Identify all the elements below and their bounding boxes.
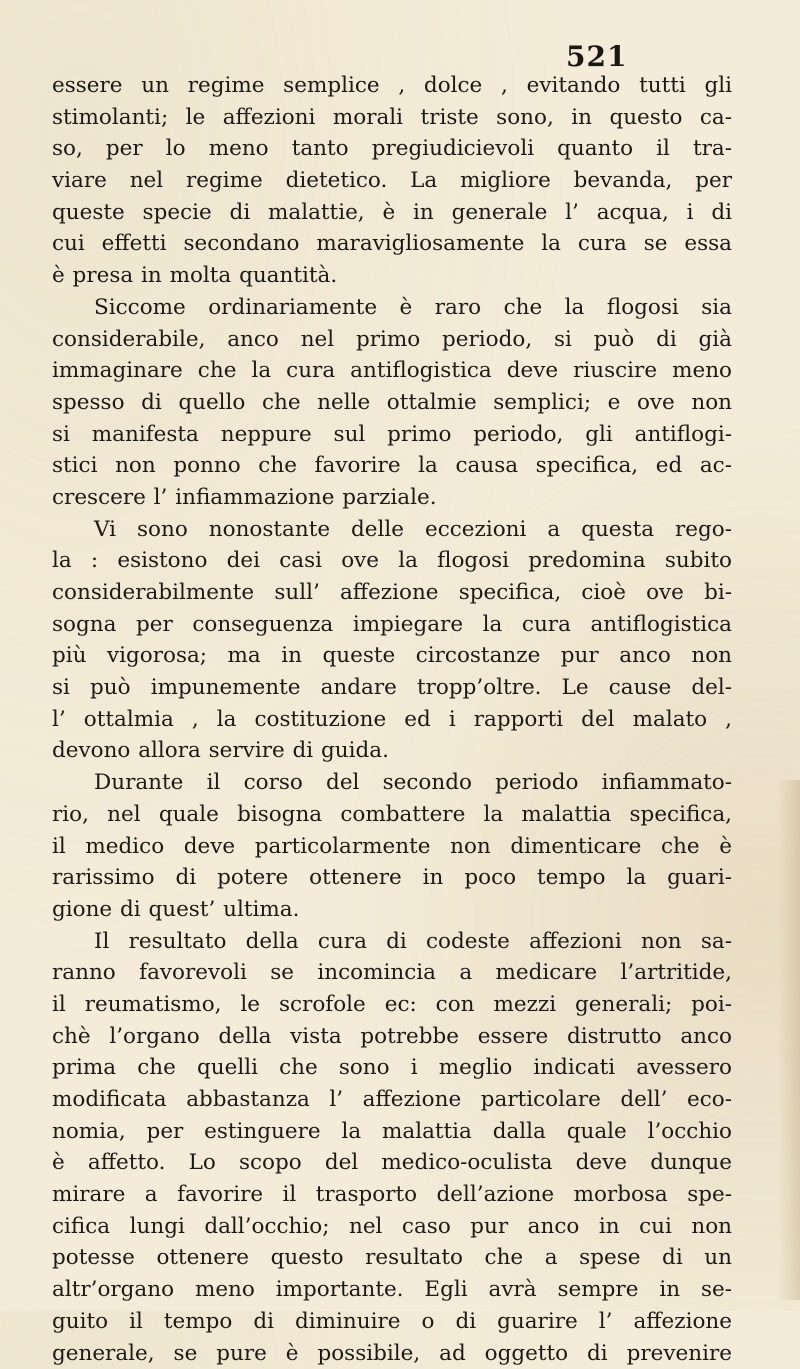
text-line: Vi sono nonostante delle eccezioni a questa rego- [52,514,732,546]
text-line: cifica lungi dall’occhio; nel caso pur anco in cui non [52,1211,732,1243]
text-line: immaginare che la cura antiflogistica deve riuscire meno [52,355,732,387]
text-line: so, per lo meno tanto pregiudicievoli quanto il tra- [52,133,732,165]
text-line: ranno favorevoli se incomincia a medicare l’artritide, [52,957,732,989]
text-line: cui effetti secondano maravigliosamente la cura se essa [52,228,732,260]
text-line: si può impunemente andare tropp’oltre. Le cause del- [52,672,732,704]
text-line: si manifesta neppure sul primo periodo, gli antiflogi- [52,419,732,451]
text-line: è presa in molta quantità. [52,260,732,292]
text-line: guito il tempo di diminuire o di guarire l’ affezione [52,1306,732,1338]
text-line: stimolanti; le affezioni morali triste sono, in questo ca- [52,102,732,134]
text-line: modificata abbastanza l’ affezione particolare dell’ eco- [52,1084,732,1116]
text-line: Durante il corso del secondo periodo infiammato- [52,767,732,799]
text-line: il medico deve particolarmente non dimenticare che è [52,831,732,863]
page-number: 521 [566,40,627,73]
text-line: prima che quelli che sono i meglio indicati avessero [52,1052,732,1084]
body-text [52,70,732,1369]
text-line: l’ ottalmia , la costituzione ed i rapporti del malato , [52,704,732,736]
text-line: viare nel regime dietetico. La migliore bevanda, per [52,165,732,197]
text-line: devono allora servire di guida. [52,735,732,767]
text-line: il reumatismo, le scrofole ec: con mezzi generali; poi- [52,989,732,1021]
text-line: sogna per conseguenza impiegare la cura antiflogistica [52,609,732,641]
text-line: rio, nel quale bisogna combattere la malattia specifica, [52,799,732,831]
text-line: considerabile, anco nel primo periodo, si può di già [52,324,732,356]
text-line: queste specie di malattie, è in generale l’ acqua, i di [52,197,732,229]
text-line: generale, se pure è possibile, ad oggetto di prevenire [52,1338,732,1369]
text-line: è affetto. Lo scopo del medico-oculista deve dunque [52,1147,732,1179]
text-line: essere un regime semplice , dolce , evitando tutti gli [52,70,732,102]
text-line: Siccome ordinariamente è raro che la flogosi sia [52,292,732,324]
paper-edge-stain [778,780,800,1300]
text-line: la : esistono dei casi ove la flogosi predomina subito [52,545,732,577]
text-line: crescere l’ infiammazione parziale. [52,482,732,514]
text-line: spesso di quello che nelle ottalmie semplici; e ove non [52,387,732,419]
text-line: chè l’organo della vista potrebbe essere distrutto anco [52,1021,732,1053]
text-line: altr’organo meno importante. Egli avrà sempre in se- [52,1274,732,1306]
text-line: Il resultato della cura di codeste affezioni non sa- [52,926,732,958]
text-line: considerabilmente sull’ affezione specifica, cioè ove bi- [52,577,732,609]
text-line: nomia, per estinguere la malattia dalla quale l’occhio [52,1116,732,1148]
text-line: potesse ottenere questo resultato che a spese di un [52,1242,732,1274]
text-line: rarissimo di potere ottenere in poco tempo la guari- [52,862,732,894]
text-line: stici non ponno che favorire la causa specifica, ed ac- [52,450,732,482]
text-line: mirare a favorire il trasporto dell’azione morbosa spe- [52,1179,732,1211]
text-line: più vigorosa; ma in queste circostanze pur anco non [52,640,732,672]
text-line: gione di quest’ ultima. [52,894,732,926]
